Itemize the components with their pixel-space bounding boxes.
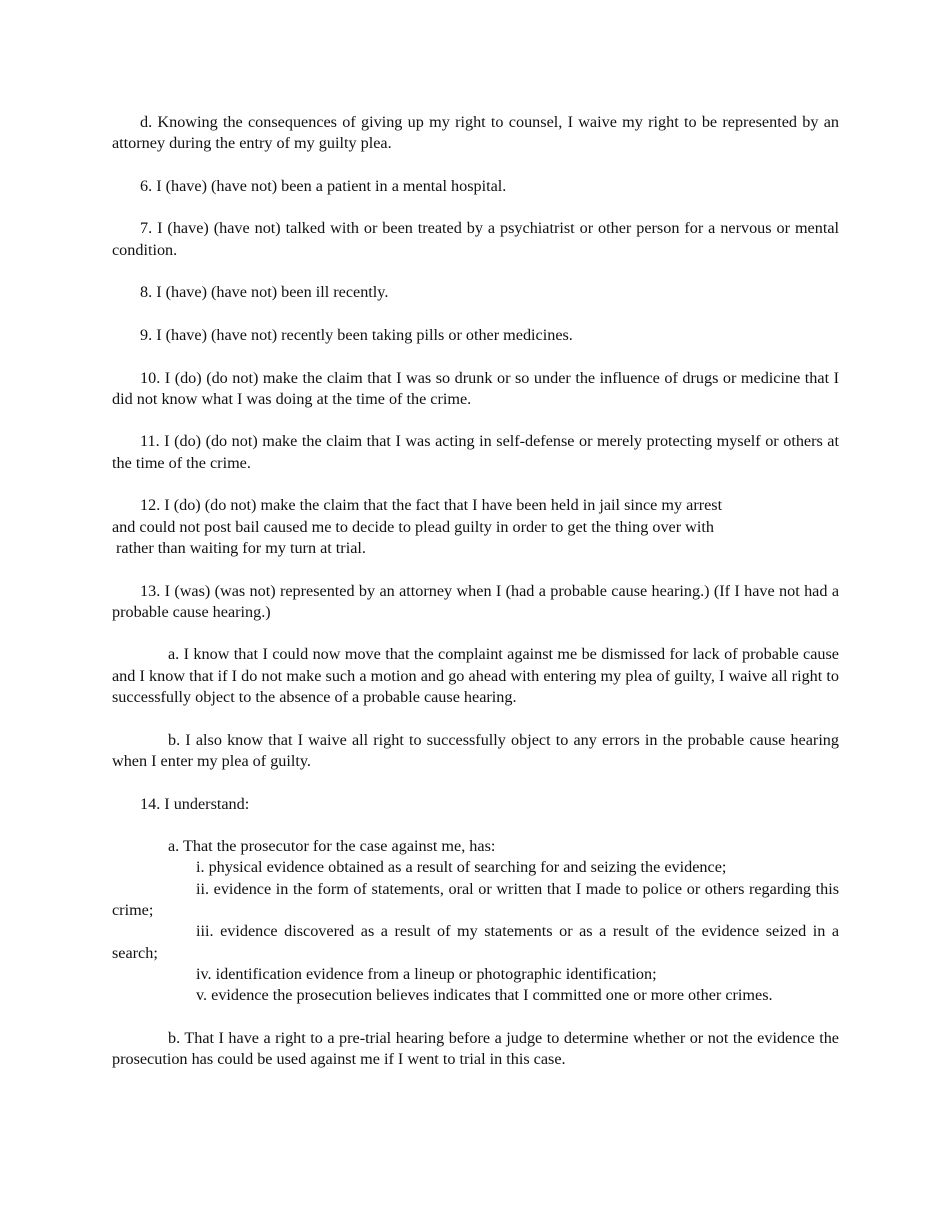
paragraph-11: 11. I (do) (do not) make the claim that I was acting in self-defense or merely protecting myself or others at the time of the crime.	[112, 432, 839, 472]
paragraph-d: d. Knowing the consequences of giving up my right to counsel, I waive my right to be represented by an attorney during the entry of my guilty plea.	[112, 113, 839, 153]
paragraph-14a-item-ii: ii. evidence in the form of statements, oral or written that I made to police or others regarding this crime;	[112, 879, 839, 919]
paragraph-14: 14. I understand:	[140, 794, 250, 813]
paragraph-14a-item-i: i. physical evidence obtained as a result of searching for and seizing the evidence;	[196, 858, 727, 877]
paragraph-13b: b. I also know that I waive all right to successfully object to any errors in the probable cause hearing when I enter my plea of guilty.	[112, 730, 839, 770]
paragraph-12-line-3: rather than waiting for my turn at trial.	[116, 538, 366, 557]
paragraph-13: 13. I (was) (was not) represented by an attorney when I (had a probable cause hearing.) (If I have not had a probable cause hearing.)	[112, 581, 839, 621]
paragraph-14a-intro: a. That the prosecutor for the case against me, has:	[168, 837, 496, 856]
paragraph-14b: b. That I have a right to a pre-trial hearing before a judge to determine whether or not the evidence the prosecution has could be used against me if I went to trial in this case.	[112, 1028, 839, 1069]
paragraph-9: 9. I (have) (have not) recently been taking pills or other medicines.	[140, 325, 573, 344]
paragraph-7: 7. I (have) (have not) talked with or been treated by a psychiatrist or other person for a nervous or mental condition.	[112, 219, 839, 259]
paragraph-8: 8. I (have) (have not) been ill recently.	[140, 283, 389, 302]
paragraph-14a	[112, 836, 839, 1006]
paragraph-14a-item-iii: iii. evidence discovered as a result of my statements or as a result of the evidence seized in a search;	[112, 922, 839, 962]
paragraph-12	[112, 495, 839, 559]
paragraph-13a: a. I know that I could now move that the complaint against me be dismissed for lack of probable cause and I know that if I do not make such a motion and go ahead with entering my plea of guilty, I waive all right to successfully object to the absence of a probable cause hearing.	[112, 645, 839, 707]
paragraph-12-line-1: 12. I (do) (do not) make the claim that the fact that I have been held in jail since my arrest	[140, 496, 723, 515]
paragraph-6: 6. I (have) (have not) been a patient in a mental hospital.	[140, 176, 507, 195]
paragraph-14a-item-iv: iv. identification evidence from a lineup or photographic identification;	[196, 964, 657, 983]
document-page	[112, 112, 839, 1092]
paragraph-14a-item-v: v. evidence the prosecution believes indicates that I committed one or more other crimes.	[196, 986, 773, 1005]
paragraph-10: 10. I (do) (do not) make the claim that I was so drunk or so under the influence of drugs or medicine that I did not know what I was doing at the time of the crime.	[112, 368, 839, 408]
paragraph-12-line-2: and could not post bail caused me to decide to plead guilty in order to get the thing over with	[112, 517, 714, 536]
